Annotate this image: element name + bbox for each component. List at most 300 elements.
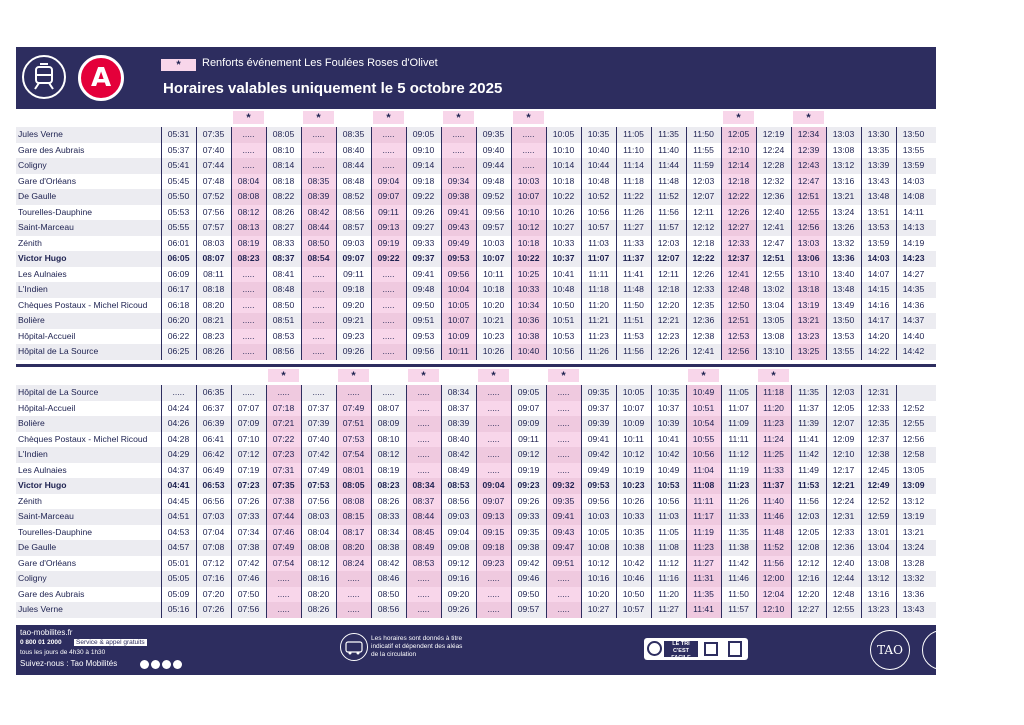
reinforcement-star: * — [268, 369, 299, 382]
time-cell: 07:34 — [237, 526, 260, 537]
facebook-icon[interactable] — [140, 660, 149, 669]
time-cell: ..... — [546, 587, 581, 603]
time-cell: 08:37 — [447, 402, 470, 413]
time-cell: ..... — [406, 432, 441, 448]
time-cell: 12:20 — [797, 588, 820, 599]
time-cell: 09:03 — [342, 237, 365, 248]
stop-name: De Gaulle — [18, 542, 57, 552]
time-cell: 04:45 — [167, 495, 190, 506]
stop-name: Hôpital de La Source — [18, 387, 99, 397]
time-cell: 10:41 — [552, 268, 575, 279]
time-cell: 11:17 — [686, 509, 721, 525]
time-cell: ..... — [231, 282, 266, 298]
time-cell: 10:08 — [587, 542, 610, 552]
time-cell: 12:21 — [657, 315, 680, 325]
time-cell: 12:16 — [797, 573, 820, 583]
time-cell: 11:46 — [756, 509, 791, 525]
time-cell: 13:10 — [762, 346, 785, 356]
time-cell: 14:07 — [867, 268, 890, 279]
stop-name: L'Indien — [18, 284, 48, 294]
time-cell: 11:37 — [798, 402, 819, 413]
time-cell: 09:07 — [517, 402, 540, 413]
time-cell: 08:20 — [202, 299, 225, 310]
time-cell: 10:46 — [622, 573, 645, 583]
time-cell: 11:26 — [623, 206, 644, 217]
time-cell: 11:22 — [623, 191, 644, 201]
time-cell: 04:53 — [167, 526, 190, 537]
time-cell: 09:18 — [342, 284, 365, 294]
time-cell: ..... — [441, 127, 476, 143]
time-cell: 10:20 — [587, 588, 610, 599]
time-cell: 10:50 — [552, 299, 575, 310]
time-cell: 12:11 — [693, 206, 714, 217]
time-cell: 08:21 — [202, 315, 225, 325]
time-cell: 12:36 — [762, 191, 785, 201]
phone-number[interactable]: 0 800 01 2000 — [20, 639, 62, 646]
line-badge: A — [78, 55, 124, 101]
time-cell: 11:09 — [728, 418, 749, 428]
time-cell: 09:34 — [441, 174, 476, 190]
column-divider — [266, 127, 267, 360]
time-cell: ..... — [336, 602, 371, 618]
stop-name: Tourelles-Dauphine — [18, 206, 93, 217]
time-cell: 06:41 — [202, 433, 225, 444]
time-cell: 04:29 — [167, 449, 190, 459]
time-cell: 06:53 — [202, 480, 225, 490]
time-cell: 08:53 — [272, 330, 295, 341]
stop-name: Jules Verne — [18, 129, 63, 139]
time-cell: 13:03 — [832, 129, 855, 139]
time-cell: 08:26 — [202, 346, 225, 356]
time-cell: 06:18 — [167, 299, 190, 310]
stop-name: Zénith — [18, 495, 42, 506]
time-cell: 09:56 — [441, 267, 476, 283]
time-cell: 10:11 — [483, 268, 504, 279]
time-cell: 14:08 — [902, 191, 925, 201]
time-cell: 08:35 — [301, 174, 336, 190]
time-cell: ..... — [371, 158, 406, 174]
time-cell: 12:31 — [832, 511, 855, 521]
column-divider — [861, 385, 862, 618]
time-cell: 07:10 — [237, 433, 260, 444]
time-cell: 08:51 — [272, 315, 295, 325]
time-cell: 13:18 — [791, 282, 826, 298]
time-cell: 12:11 — [658, 268, 679, 279]
time-cell: 10:25 — [511, 267, 546, 283]
time-cell: 09:12 — [447, 557, 470, 568]
time-cell: ..... — [301, 267, 336, 283]
time-cell: 11:35 — [686, 587, 721, 603]
social-icons — [140, 660, 182, 669]
time-cell: 11:07 — [728, 402, 749, 413]
time-cell: 11:05 — [658, 526, 679, 537]
time-cell: 12:17 — [832, 464, 855, 475]
time-cell: 11:33 — [728, 511, 749, 521]
time-cell: 08:33 — [377, 511, 400, 521]
time-cell: 13:35 — [867, 144, 890, 155]
time-cell: 13:08 — [762, 330, 785, 341]
time-cell: 11:27 — [686, 556, 721, 572]
time-cell: 11:23 — [727, 480, 750, 490]
column-divider — [546, 127, 547, 360]
stop-name: L'Indien — [18, 449, 48, 459]
time-cell: 13:08 — [832, 144, 855, 155]
time-cell: ..... — [371, 344, 406, 360]
time-cell: 11:12 — [658, 557, 679, 568]
time-cell: 09:05 — [412, 129, 435, 139]
time-cell: ..... — [231, 267, 266, 283]
time-cell: 13:21 — [791, 313, 826, 329]
column-divider — [581, 385, 582, 618]
time-cell: 14:03 — [867, 253, 890, 263]
time-cell: 10:35 — [587, 129, 610, 139]
time-cell: 08:37 — [272, 253, 295, 263]
time-cell: 11:05 — [728, 387, 749, 397]
time-cell: 13:09 — [902, 480, 925, 490]
time-cell: ..... — [406, 602, 441, 618]
time-cell: 12:18 — [657, 284, 680, 294]
stop-name: Victor Hugo — [18, 253, 67, 263]
column-divider — [301, 127, 302, 360]
time-cell: 08:40 — [342, 144, 365, 155]
time-cell: 10:07 — [511, 189, 546, 205]
time-cell: 12:37 — [867, 433, 890, 444]
time-cell: 10:57 — [622, 604, 645, 614]
time-cell: 13:06 — [791, 251, 826, 267]
time-cell: ..... — [441, 143, 476, 159]
time-cell: 11:52 — [756, 540, 791, 556]
time-cell: 12:03 — [657, 237, 680, 248]
time-cell: 09:56 — [587, 495, 610, 506]
time-cell: 13:24 — [832, 206, 855, 217]
time-cell: 11:08 — [686, 478, 721, 494]
time-cell: 10:33 — [622, 511, 645, 521]
time-cell: 13:48 — [832, 284, 855, 294]
time-cell: 11:14 — [623, 160, 644, 170]
time-cell: 07:19 — [237, 464, 260, 475]
stop-name: Saint-Marceau — [18, 511, 74, 521]
time-cell: 12:56 — [791, 220, 826, 236]
time-cell: 07:50 — [237, 588, 260, 599]
time-cell: 06:49 — [202, 464, 225, 475]
reinforcement-star: * — [758, 369, 789, 382]
time-cell: ..... — [301, 127, 336, 143]
time-cell: 11:41 — [623, 268, 644, 279]
time-cell: 09:43 — [546, 525, 581, 541]
time-cell: 13:28 — [902, 557, 925, 568]
time-cell: ..... — [301, 158, 336, 174]
stop-name: Chèques Postaux - Michel Ricoud — [18, 299, 148, 310]
time-cell: 10:37 — [552, 253, 575, 263]
time-cell: 12:26 — [657, 346, 680, 356]
section-divider — [16, 364, 936, 367]
time-cell: 08:13 — [231, 220, 266, 236]
time-cell: 08:23 — [231, 251, 266, 267]
time-cell: 13:03 — [791, 236, 826, 252]
time-cell: 10:07 — [622, 402, 645, 413]
time-cell: ..... — [406, 385, 441, 401]
time-cell: 12:28 — [762, 160, 785, 170]
time-cell: 13:40 — [832, 268, 855, 279]
time-cell: 09:26 — [342, 346, 365, 356]
time-cell: 08:23 — [202, 330, 225, 341]
time-cell: 13:50 — [832, 315, 855, 325]
time-cell: 09:03 — [447, 511, 470, 521]
time-cell: 11:48 — [756, 525, 791, 541]
time-cell: 13:05 — [902, 464, 925, 475]
time-cell: 10:07 — [482, 253, 505, 263]
time-cell: 10:48 — [587, 175, 610, 186]
time-cell: 06:37 — [202, 402, 225, 413]
time-cell: ..... — [546, 432, 581, 448]
column-divider — [266, 385, 267, 618]
time-cell: 14:03 — [902, 175, 925, 186]
column-divider — [406, 385, 407, 618]
time-cell: 08:33 — [272, 237, 295, 248]
time-cell: 10:39 — [657, 418, 680, 428]
time-cell: 12:03 — [832, 387, 855, 397]
linkedin-icon[interactable] — [162, 660, 171, 669]
time-cell: 14:42 — [902, 346, 925, 356]
time-cell: 10:09 — [441, 329, 476, 345]
time-cell: 11:20 — [588, 299, 609, 310]
time-cell: 07:49 — [266, 540, 301, 556]
time-cell: 09:13 — [476, 509, 511, 525]
time-cell: 08:27 — [272, 222, 295, 232]
time-cell: ..... — [371, 143, 406, 159]
time-cell: 10:36 — [511, 313, 546, 329]
time-cell: 09:11 — [371, 205, 406, 221]
time-cell: 12:10 — [756, 602, 791, 618]
time-cell: 12:24 — [832, 495, 855, 506]
time-cell: 07:23 — [266, 447, 301, 463]
time-cell: 08:40 — [447, 433, 470, 444]
time-cell: 12:12 — [797, 557, 820, 568]
time-cell: 07:57 — [202, 222, 225, 232]
time-cell: 11:27 — [658, 604, 679, 614]
time-cell: 12:04 — [756, 587, 791, 603]
header — [16, 47, 936, 109]
time-cell: 05:31 — [167, 129, 190, 139]
time-cell: 12:41 — [762, 222, 785, 232]
time-cell: 08:53 — [406, 556, 441, 572]
time-cell: ..... — [231, 143, 266, 159]
time-cell: 07:51 — [336, 416, 371, 432]
column-divider — [721, 385, 722, 618]
time-cell: 09:19 — [517, 464, 540, 475]
time-cell: ..... — [546, 571, 581, 587]
time-cell: 06:05 — [167, 253, 190, 263]
time-cell: 11:23 — [756, 416, 791, 432]
time-cell: 14:11 — [903, 206, 924, 217]
time-cell: 07:49 — [307, 464, 330, 475]
time-cell: 09:53 — [412, 330, 435, 341]
time-cell: 11:20 — [756, 401, 791, 417]
time-cell: 11:35 — [798, 387, 819, 397]
time-cell: 12:32 — [762, 175, 785, 186]
stop-name: Coligny — [18, 573, 47, 583]
time-cell: 04:28 — [167, 433, 190, 444]
time-cell: 07:44 — [266, 509, 301, 525]
stop-name: Jules Verne — [18, 604, 63, 614]
time-cell: 11:40 — [756, 494, 791, 510]
time-cell: 12:00 — [756, 571, 791, 587]
time-cell: ..... — [476, 416, 511, 432]
time-cell: 12:40 — [762, 206, 785, 217]
recycling-badge — [644, 638, 748, 660]
time-cell: ..... — [231, 313, 266, 329]
column-divider — [196, 385, 197, 618]
time-cell: 12:07 — [692, 191, 715, 201]
time-cell: 13:05 — [762, 315, 785, 325]
time-cell: 11:44 — [658, 160, 679, 170]
time-cell: 10:23 — [622, 480, 645, 490]
time-cell: 11:38 — [728, 542, 749, 552]
time-cell: 10:23 — [482, 330, 505, 341]
time-cell: 09:47 — [546, 540, 581, 556]
time-cell: ..... — [172, 387, 185, 397]
time-cell: ..... — [301, 313, 336, 329]
time-cell: 11:41 — [798, 433, 819, 444]
time-cell: 13:36 — [832, 253, 855, 263]
time-cell: 11:55 — [693, 144, 714, 155]
time-cell: 11:52 — [658, 191, 679, 201]
time-cell: ..... — [406, 401, 441, 417]
instagram-icon[interactable] — [151, 660, 160, 669]
time-cell: 08:50 — [301, 236, 336, 252]
time-cell: 08:19 — [377, 464, 400, 475]
time-cell: 10:56 — [686, 447, 721, 463]
time-cell: 08:05 — [272, 129, 295, 139]
stop-name: Hôpital-Accueil — [18, 330, 76, 341]
time-cell: 08:49 — [447, 464, 470, 475]
time-cell: 09:15 — [476, 525, 511, 541]
time-cell: 14:23 — [902, 253, 925, 263]
time-cell: 13:36 — [902, 588, 925, 599]
time-cell: 07:16 — [202, 573, 225, 583]
time-cell: 13:01 — [867, 526, 890, 537]
time-cell: 08:08 — [336, 494, 371, 510]
time-cell: 08:04 — [307, 526, 330, 537]
time-cell: 06:01 — [167, 237, 190, 248]
time-cell: 09:51 — [412, 315, 435, 325]
time-cell: 10:35 — [657, 387, 680, 397]
time-cell: 14:27 — [902, 268, 925, 279]
time-cell: ..... — [511, 143, 546, 159]
time-cell: 09:20 — [342, 299, 365, 310]
time-cell: 13:02 — [762, 284, 785, 294]
time-cell: 12:51 — [762, 253, 785, 263]
column-divider — [476, 385, 477, 618]
time-cell: 10:18 — [482, 284, 505, 294]
time-cell: 05:09 — [167, 588, 190, 599]
time-cell: 09:08 — [447, 542, 470, 552]
time-cell: 13:48 — [867, 191, 890, 201]
time-cell: 06:39 — [202, 418, 225, 428]
stop-name: Gare des Aubrais — [18, 588, 85, 599]
stop-name: Hôpital de La Source — [18, 346, 99, 356]
time-cell: 07:35 — [202, 129, 225, 139]
time-cell — [896, 385, 931, 401]
column-divider — [371, 127, 372, 360]
legend-symbol: * — [161, 59, 196, 71]
time-cell: 08:01 — [336, 463, 371, 479]
time-cell: 08:57 — [342, 222, 365, 232]
time-cell: 13:19 — [791, 298, 826, 314]
time-cell: ..... — [231, 298, 266, 314]
time-cell: 09:53 — [441, 251, 476, 267]
time-cell: 08:20 — [307, 588, 330, 599]
time-cell: 11:50 — [728, 588, 749, 599]
timetable-page — [16, 47, 936, 675]
time-cell: 08:44 — [406, 509, 441, 525]
time-cell: 09:04 — [447, 526, 470, 537]
time-cell: 13:04 — [762, 299, 785, 310]
time-cell: 11:11 — [588, 268, 609, 279]
column-divider — [616, 127, 617, 360]
time-cell: 13:53 — [832, 330, 855, 341]
stop-name: Tourelles-Dauphine — [18, 526, 93, 537]
time-cell: 09:56 — [482, 206, 505, 217]
website-link[interactable]: tao-mobilites.fr — [20, 628, 73, 637]
time-cell: 06:42 — [202, 449, 225, 459]
column-divider — [476, 127, 477, 360]
bus-icon — [340, 633, 368, 661]
stop-name: De Gaulle — [18, 191, 57, 201]
time-cell: 11:37 — [756, 478, 791, 494]
time-cell: 09:57 — [482, 222, 505, 232]
time-cell: 09:07 — [476, 494, 511, 510]
time-cell: 08:12 — [307, 557, 330, 568]
time-cell: 12:12 — [692, 222, 715, 232]
time-cell: 08:08 — [231, 189, 266, 205]
reinforcement-star: * — [548, 369, 579, 382]
time-cell: 09:23 — [342, 330, 365, 341]
time-cell: 09:26 — [412, 206, 435, 217]
time-cell: 07:04 — [202, 526, 225, 537]
time-cell: 07:56 — [307, 495, 330, 506]
time-cell: 12:56 — [902, 433, 925, 444]
time-cell: 09:10 — [412, 144, 435, 155]
time-cell: 13:21 — [902, 526, 925, 537]
time-cell: 13:51 — [867, 206, 890, 217]
time-cell: 08:35 — [342, 129, 365, 139]
time-cell: 13:32 — [832, 237, 855, 248]
stop-name: Coligny — [18, 160, 47, 170]
reinforcement-star: * — [793, 111, 824, 124]
time-cell: 13:59 — [902, 160, 925, 170]
column-divider — [441, 385, 442, 618]
time-cell: 08:34 — [447, 387, 470, 397]
column-divider — [651, 127, 652, 360]
time-cell: 09:18 — [476, 540, 511, 556]
time-cell: 08:45 — [406, 525, 441, 541]
time-cell: ..... — [546, 463, 581, 479]
time-cell: 05:05 — [167, 573, 190, 583]
time-cell: 08:07 — [202, 253, 225, 263]
time-cell: 13:24 — [902, 542, 925, 552]
x-icon[interactable] — [173, 660, 182, 669]
time-cell: 10:12 — [587, 557, 610, 568]
time-cell: 12:47 — [791, 174, 826, 190]
time-cell: 13:50 — [902, 129, 925, 139]
time-cell: 12:27 — [797, 604, 820, 614]
time-cell: 05:37 — [167, 144, 190, 155]
time-cell: 04:41 — [167, 480, 190, 490]
time-cell: 08:39 — [447, 418, 470, 428]
time-cell: 12:26 — [721, 205, 756, 221]
time-cell: 12:52 — [867, 495, 890, 506]
